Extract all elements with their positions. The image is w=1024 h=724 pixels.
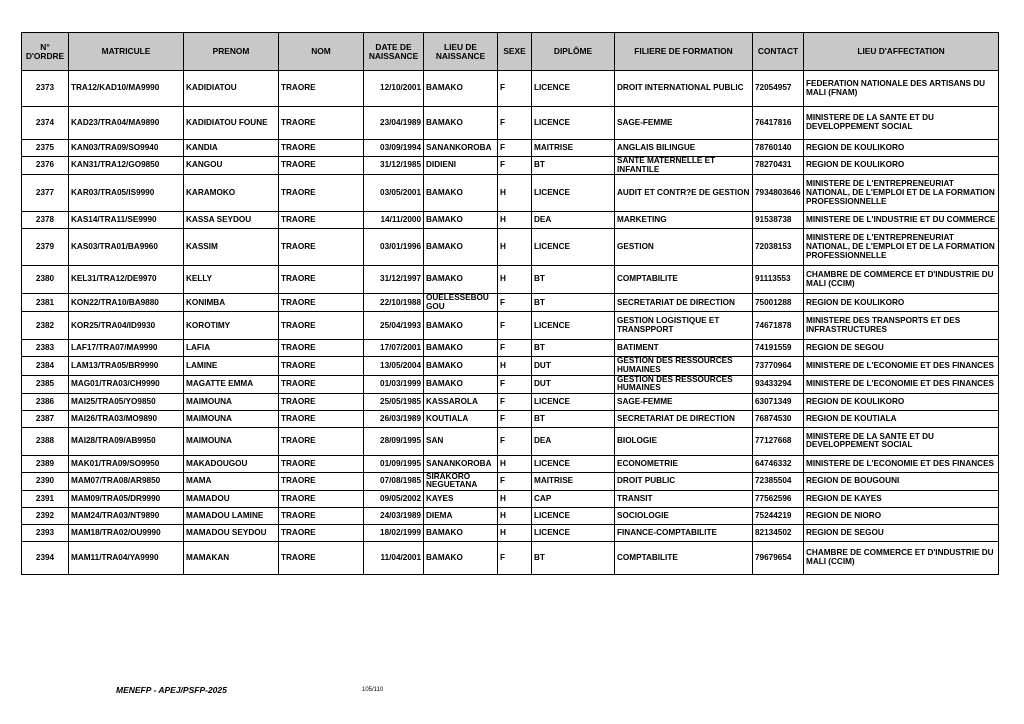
cell-sexe: H — [498, 508, 532, 525]
cell-lieu-naissance: BAMAKO — [424, 340, 498, 357]
cell-prenom: MAMADOU LAMINE — [184, 508, 279, 525]
cell-affectation: MINISTERE DE L'ENTREPRENEURIAT NATIONAL, DE L'EMPLOI ET DE LA FORMATION PROFESSIONNELLE — [804, 175, 999, 212]
cell-date-naissance: 03/09/1994 — [364, 140, 424, 157]
cell-prenom: LAMINE — [184, 357, 279, 375]
cell-prenom: LAFIA — [184, 340, 279, 357]
cell-date-naissance: 31/12/1997 — [364, 266, 424, 294]
cell-matricule: MAM18/TRA02/OU9990 — [69, 525, 184, 542]
cell-affectation: REGION DE SEGOU — [804, 340, 999, 357]
cell-lieu-naissance: BAMAKO — [424, 357, 498, 375]
cell-affectation: MINISTERE DE L'ENTREPRENEURIAT NATIONAL, DE L'EMPLOI ET DE LA FORMATION PROFESSIONNELLE — [804, 229, 999, 266]
cell-filiere: BIOLOGIE — [615, 427, 753, 455]
table-row — [22, 508, 999, 525]
cell-date-naissance: 14/11/2000 — [364, 212, 424, 229]
cell-matricule: LAF17/TRA07/MA9990 — [69, 340, 184, 357]
table-row — [22, 157, 999, 175]
cell-prenom: MAMA — [184, 472, 279, 490]
cell-date-naissance: 17/07/2001 — [364, 340, 424, 357]
cell-filiere: MARKETING — [615, 212, 753, 229]
cell-ordre: 2392 — [22, 508, 69, 525]
cell-matricule: KAN03/TRA09/SO9940 — [69, 140, 184, 157]
cell-ordre: 2375 — [22, 140, 69, 157]
cell-nom: TRAORE — [279, 266, 364, 294]
table-row — [22, 294, 999, 312]
cell-sexe: F — [498, 140, 532, 157]
table-row — [22, 140, 999, 157]
cell-affectation: MINISTERE DE LA SANTE ET DU DEVELOPPEMENT SOCIAL — [804, 427, 999, 455]
cell-prenom: KADIDIATOU — [184, 71, 279, 107]
table-body — [22, 71, 999, 575]
footer-organization: MENEFP - APEJ/PSFP-2025 — [116, 685, 227, 695]
cell-date-naissance: 07/08/1985 — [364, 472, 424, 490]
cell-sexe: F — [498, 393, 532, 410]
cell-nom: TRAORE — [279, 229, 364, 266]
cell-filiere: SOCIOLOGIE — [615, 508, 753, 525]
cell-matricule: MAI26/TRA03/MO9890 — [69, 410, 184, 427]
cell-filiere: TRANSIT — [615, 491, 753, 508]
cell-affectation: MINISTERE DE L'INDUSTRIE ET DU COMMERCE — [804, 212, 999, 229]
cell-date-naissance: 22/10/1988 — [364, 294, 424, 312]
table-row — [22, 229, 999, 266]
cell-prenom: MAIMOUNA — [184, 427, 279, 455]
cell-ordre: 2390 — [22, 472, 69, 490]
cell-affectation: CHAMBRE DE COMMERCE ET D'INDUSTRIE DU MALI (CCIM) — [804, 266, 999, 294]
header-prenom: PRENOM — [184, 33, 279, 71]
cell-affectation: MINISTERE DE L'ECONOMIE ET DES FINANCES — [804, 357, 999, 375]
cell-nom: TRAORE — [279, 427, 364, 455]
cell-lieu-naissance: BAMAKO — [424, 107, 498, 140]
cell-filiere: SECRETARIAT DE DIRECTION — [615, 294, 753, 312]
cell-prenom: MAIMOUNA — [184, 393, 279, 410]
cell-lieu-naissance: SANANKOROBA — [424, 140, 498, 157]
cell-nom: TRAORE — [279, 175, 364, 212]
cell-ordre: 2381 — [22, 294, 69, 312]
cell-lieu-naissance: BAMAKO — [424, 212, 498, 229]
cell-prenom: MAMADOU — [184, 491, 279, 508]
cell-diplome: LICENCE — [532, 455, 615, 472]
cell-diplome: LICENCE — [532, 393, 615, 410]
cell-ordre: 2380 — [22, 266, 69, 294]
header-filiere: FILIERE DE FORMATION — [615, 33, 753, 71]
cell-sexe: H — [498, 357, 532, 375]
page-number: 105/110 — [362, 687, 384, 693]
cell-contact: 72038153 — [753, 229, 804, 266]
cell-affectation: REGION DE KOULIKORO — [804, 294, 999, 312]
cell-nom: TRAORE — [279, 140, 364, 157]
cell-lieu-naissance: BAMAKO — [424, 266, 498, 294]
cell-affectation: REGION DE SEGOU — [804, 525, 999, 542]
cell-nom: TRAORE — [279, 472, 364, 490]
cell-nom: TRAORE — [279, 525, 364, 542]
cell-sexe: H — [498, 266, 532, 294]
cell-matricule: KAN31/TRA12/GO9850 — [69, 157, 184, 175]
cell-sexe: F — [498, 312, 532, 340]
cell-affectation: REGION DE KOULIKORO — [804, 140, 999, 157]
cell-sexe: H — [498, 175, 532, 212]
header-diplome: DIPLÔME — [532, 33, 615, 71]
cell-ordre: 2379 — [22, 229, 69, 266]
cell-ordre: 2385 — [22, 375, 69, 393]
cell-ordre: 2388 — [22, 427, 69, 455]
cell-contact: 91538738 — [753, 212, 804, 229]
cell-matricule: MAM24/TRA03/NT9890 — [69, 508, 184, 525]
cell-contact: 91113553 — [753, 266, 804, 294]
cell-lieu-naissance: BAMAKO — [424, 229, 498, 266]
cell-filiere: AUDIT ET CONTR?E DE GESTION — [615, 175, 753, 212]
cell-diplome: BT — [532, 294, 615, 312]
cell-filiere: FINANCE-COMPTABILITE — [615, 525, 753, 542]
cell-lieu-naissance: BAMAKO — [424, 542, 498, 575]
cell-lieu-naissance: DIDIENI — [424, 157, 498, 175]
table-row — [22, 472, 999, 490]
cell-nom: TRAORE — [279, 455, 364, 472]
cell-contact: 72385504 — [753, 472, 804, 490]
cell-diplome: BT — [532, 410, 615, 427]
cell-date-naissance: 31/12/1985 — [364, 157, 424, 175]
cell-date-naissance: 03/01/1996 — [364, 229, 424, 266]
cell-filiere: DROIT INTERNATIONAL PUBLIC — [615, 71, 753, 107]
cell-date-naissance: 13/05/2004 — [364, 357, 424, 375]
cell-date-naissance: 03/05/2001 — [364, 175, 424, 212]
cell-ordre: 2383 — [22, 340, 69, 357]
cell-sexe: F — [498, 427, 532, 455]
cell-affectation: REGION DE KOULIKORO — [804, 157, 999, 175]
cell-contact: 73770964 — [753, 357, 804, 375]
cell-affectation: MINISTERE DE L'ECONOMIE ET DES FINANCES — [804, 375, 999, 393]
cell-diplome: LICENCE — [532, 175, 615, 212]
cell-matricule: MAI25/TRA05/YO9850 — [69, 393, 184, 410]
cell-filiere: DROIT PUBLIC — [615, 472, 753, 490]
header-sexe: SEXE — [498, 33, 532, 71]
cell-diplome: LICENCE — [532, 508, 615, 525]
header-matricule: MATRICULE — [69, 33, 184, 71]
cell-lieu-naissance: BAMAKO — [424, 312, 498, 340]
cell-ordre: 2393 — [22, 525, 69, 542]
header-date-naissance: DATE DE NAISSANCE — [364, 33, 424, 71]
table-row — [22, 357, 999, 375]
cell-nom: TRAORE — [279, 491, 364, 508]
cell-prenom: MAGATTE EMMA — [184, 375, 279, 393]
cell-diplome: LICENCE — [532, 312, 615, 340]
cell-ordre: 2373 — [22, 71, 69, 107]
cell-matricule: MAM09/TRA05/DR9990 — [69, 491, 184, 508]
cell-matricule: MAM07/TRA08/AR9850 — [69, 472, 184, 490]
cell-sexe: H — [498, 212, 532, 229]
cell-contact: 75001288 — [753, 294, 804, 312]
cell-filiere: SANTE MATERNELLE ET INFANTILE — [615, 157, 753, 175]
cell-prenom: KASSA SEYDOU — [184, 212, 279, 229]
cell-lieu-naissance: KOUTIALA — [424, 410, 498, 427]
cell-affectation: CHAMBRE DE COMMERCE ET D'INDUSTRIE DU MALI (CCIM) — [804, 542, 999, 575]
cell-diplome: CAP — [532, 491, 615, 508]
cell-ordre: 2389 — [22, 455, 69, 472]
table-row — [22, 427, 999, 455]
cell-diplome: DUT — [532, 375, 615, 393]
table-row — [22, 266, 999, 294]
allocation-table — [21, 32, 999, 575]
cell-ordre: 2374 — [22, 107, 69, 140]
cell-prenom: KONIMBA — [184, 294, 279, 312]
cell-prenom: KELLY — [184, 266, 279, 294]
table-row — [22, 393, 999, 410]
cell-matricule: TRA12/KAD10/MA9990 — [69, 71, 184, 107]
cell-nom: TRAORE — [279, 312, 364, 340]
cell-date-naissance: 09/05/2002 — [364, 491, 424, 508]
cell-matricule: MAI28/TRA09/AB9950 — [69, 427, 184, 455]
cell-nom: TRAORE — [279, 542, 364, 575]
cell-nom: TRAORE — [279, 212, 364, 229]
table-row — [22, 175, 999, 212]
cell-diplome: DEA — [532, 212, 615, 229]
cell-lieu-naissance: BAMAKO — [424, 71, 498, 107]
cell-affectation: REGION DE BOUGOUNI — [804, 472, 999, 490]
cell-matricule: KAD23/TRA04/MA9890 — [69, 107, 184, 140]
cell-lieu-naissance: SIRAKORO NEGUETANA — [424, 472, 498, 490]
table-header — [22, 33, 999, 71]
table-row — [22, 525, 999, 542]
cell-sexe: F — [498, 410, 532, 427]
cell-contact: 76417816 — [753, 107, 804, 140]
cell-lieu-naissance: OUELESSEBOUGOU — [424, 294, 498, 312]
cell-sexe: H — [498, 525, 532, 542]
cell-affectation: MINISTERE DE LA SANTE ET DU DEVELOPPEMENT SOCIAL — [804, 107, 999, 140]
cell-prenom: KASSIM — [184, 229, 279, 266]
cell-matricule: MAK01/TRA09/SO9950 — [69, 455, 184, 472]
cell-filiere: BATIMENT — [615, 340, 753, 357]
table-row — [22, 107, 999, 140]
cell-prenom: KOROTIMY — [184, 312, 279, 340]
cell-contact: 78270431 — [753, 157, 804, 175]
cell-date-naissance: 23/04/1989 — [364, 107, 424, 140]
table-row — [22, 212, 999, 229]
cell-sexe: F — [498, 340, 532, 357]
header-contact: CONTACT — [753, 33, 804, 71]
cell-date-naissance: 28/09/1995 — [364, 427, 424, 455]
cell-matricule: KAR03/TRA05/IS9990 — [69, 175, 184, 212]
cell-diplome: BT — [532, 266, 615, 294]
cell-matricule: KON22/TRA10/BA9880 — [69, 294, 184, 312]
table-row — [22, 375, 999, 393]
table-row — [22, 491, 999, 508]
cell-diplome: DEA — [532, 427, 615, 455]
cell-contact: 64746332 — [753, 455, 804, 472]
cell-lieu-naissance: BAMAKO — [424, 525, 498, 542]
table-row — [22, 312, 999, 340]
header-ordre: N° D'ORDRE — [22, 33, 69, 71]
table-row — [22, 455, 999, 472]
cell-affectation: MINISTERE DE L'ECONOMIE ET DES FINANCES — [804, 455, 999, 472]
cell-filiere: SAGE-FEMME — [615, 107, 753, 140]
cell-lieu-naissance: KAYES — [424, 491, 498, 508]
cell-sexe: F — [498, 375, 532, 393]
cell-contact: 77562596 — [753, 491, 804, 508]
cell-prenom: MAKADOUGOU — [184, 455, 279, 472]
cell-date-naissance: 25/04/1993 — [364, 312, 424, 340]
cell-prenom: KARAMOKO — [184, 175, 279, 212]
cell-nom: TRAORE — [279, 294, 364, 312]
cell-filiere: GESTION DES RESSOURCES HUMAINES — [615, 375, 753, 393]
cell-diplome: BT — [532, 157, 615, 175]
cell-date-naissance: 01/09/1995 — [364, 455, 424, 472]
cell-diplome: DUT — [532, 357, 615, 375]
table-row — [22, 71, 999, 107]
cell-nom: TRAORE — [279, 410, 364, 427]
cell-diplome: LICENCE — [532, 71, 615, 107]
cell-contact: 74671878 — [753, 312, 804, 340]
cell-affectation: REGION DE KAYES — [804, 491, 999, 508]
cell-ordre: 2384 — [22, 357, 69, 375]
header-row — [22, 33, 999, 71]
cell-sexe: H — [498, 491, 532, 508]
cell-filiere: ANGLAIS BILINGUE — [615, 140, 753, 157]
cell-nom: TRAORE — [279, 393, 364, 410]
cell-ordre: 2391 — [22, 491, 69, 508]
cell-sexe: H — [498, 455, 532, 472]
cell-ordre: 2394 — [22, 542, 69, 575]
cell-date-naissance: 24/03/1989 — [364, 508, 424, 525]
cell-filiere: ECONOMETRIE — [615, 455, 753, 472]
cell-prenom: MAMAKAN — [184, 542, 279, 575]
cell-diplome: MAITRISE — [532, 472, 615, 490]
cell-ordre: 2386 — [22, 393, 69, 410]
cell-contact: 75244219 — [753, 508, 804, 525]
cell-sexe: F — [498, 157, 532, 175]
cell-matricule: KAS14/TRA11/SE9990 — [69, 212, 184, 229]
cell-contact: 82134502 — [753, 525, 804, 542]
cell-filiere: GESTION DES RESSOURCES HUMAINES — [615, 357, 753, 375]
cell-filiere: SECRETARIAT DE DIRECTION — [615, 410, 753, 427]
cell-filiere: COMPTABILITE — [615, 266, 753, 294]
cell-affectation: FEDERATION NATIONALE DES ARTISANS DU MALI (FNAM) — [804, 71, 999, 107]
cell-lieu-naissance: KASSAROLA — [424, 393, 498, 410]
cell-contact: 72054957 — [753, 71, 804, 107]
cell-prenom: KANDIA — [184, 140, 279, 157]
cell-contact: 79679654 — [753, 542, 804, 575]
cell-ordre: 2376 — [22, 157, 69, 175]
cell-date-naissance: 26/03/1989 — [364, 410, 424, 427]
cell-ordre: 2378 — [22, 212, 69, 229]
cell-filiere: COMPTABILITE — [615, 542, 753, 575]
cell-lieu-naissance: BAMAKO — [424, 375, 498, 393]
cell-affectation: REGION DE NIORO — [804, 508, 999, 525]
cell-date-naissance: 25/05/1985 — [364, 393, 424, 410]
cell-diplome: LICENCE — [532, 229, 615, 266]
cell-diplome: BT — [532, 542, 615, 575]
cell-nom: TRAORE — [279, 375, 364, 393]
cell-nom: TRAORE — [279, 71, 364, 107]
header-affectation: LIEU D'AFFECTATION — [804, 33, 999, 71]
cell-diplome: MAITRISE — [532, 140, 615, 157]
table-row — [22, 340, 999, 357]
cell-date-naissance: 18/02/1999 — [364, 525, 424, 542]
cell-affectation: REGION DE KOUTIALA — [804, 410, 999, 427]
cell-contact: 76874530 — [753, 410, 804, 427]
cell-nom: TRAORE — [279, 107, 364, 140]
cell-matricule: KAS03/TRA01/BA9960 — [69, 229, 184, 266]
cell-prenom: KANGOU — [184, 157, 279, 175]
cell-affectation: MINISTERE DES TRANSPORTS ET DES INFRASTRUCTURES — [804, 312, 999, 340]
cell-matricule: LAM13/TRA05/BR9990 — [69, 357, 184, 375]
cell-lieu-naissance: SAN — [424, 427, 498, 455]
cell-lieu-naissance: BAMAKO — [424, 175, 498, 212]
cell-date-naissance: 12/10/2001 — [364, 71, 424, 107]
cell-lieu-naissance: SANANKOROBA — [424, 455, 498, 472]
cell-matricule: KOR25/TRA04/ID9930 — [69, 312, 184, 340]
cell-diplome: LICENCE — [532, 525, 615, 542]
cell-lieu-naissance: DIEMA — [424, 508, 498, 525]
cell-sexe: F — [498, 71, 532, 107]
cell-contact: 77127668 — [753, 427, 804, 455]
cell-ordre: 2387 — [22, 410, 69, 427]
cell-diplome: BT — [532, 340, 615, 357]
cell-nom: TRAORE — [279, 357, 364, 375]
cell-date-naissance: 01/03/1999 — [364, 375, 424, 393]
cell-matricule: KEL31/TRA12/DE9970 — [69, 266, 184, 294]
cell-ordre: 2382 — [22, 312, 69, 340]
cell-diplome: LICENCE — [532, 107, 615, 140]
cell-prenom: MAIMOUNA — [184, 410, 279, 427]
cell-contact: 93433294 — [753, 375, 804, 393]
cell-prenom: MAMADOU SEYDOU — [184, 525, 279, 542]
cell-filiere: GESTION LOGISTIQUE ET TRANSPPORT — [615, 312, 753, 340]
table-row — [22, 410, 999, 427]
cell-prenom: KADIDIATOU FOUNE — [184, 107, 279, 140]
cell-contact: 74191559 — [753, 340, 804, 357]
cell-matricule: MAG01/TRA03/CH9990 — [69, 375, 184, 393]
header-lieu-naissance: LIEU DE NAISSANCE — [424, 33, 498, 71]
cell-sexe: H — [498, 229, 532, 266]
cell-filiere: SAGE-FEMME — [615, 393, 753, 410]
cell-sexe: F — [498, 107, 532, 140]
cell-date-naissance: 11/04/2001 — [364, 542, 424, 575]
cell-sexe: F — [498, 542, 532, 575]
cell-nom: TRAORE — [279, 508, 364, 525]
cell-sexe: F — [498, 472, 532, 490]
cell-affectation: REGION DE KOULIKORO — [804, 393, 999, 410]
cell-matricule: MAM11/TRA04/YA9990 — [69, 542, 184, 575]
cell-nom: TRAORE — [279, 157, 364, 175]
cell-contact: 78760140 — [753, 140, 804, 157]
cell-sexe: F — [498, 294, 532, 312]
cell-contact: 7934803646 — [753, 175, 804, 212]
cell-nom: TRAORE — [279, 340, 364, 357]
cell-filiere: GESTION — [615, 229, 753, 266]
cell-ordre: 2377 — [22, 175, 69, 212]
table-row — [22, 542, 999, 575]
header-nom: NOM — [279, 33, 364, 71]
cell-contact: 63071349 — [753, 393, 804, 410]
